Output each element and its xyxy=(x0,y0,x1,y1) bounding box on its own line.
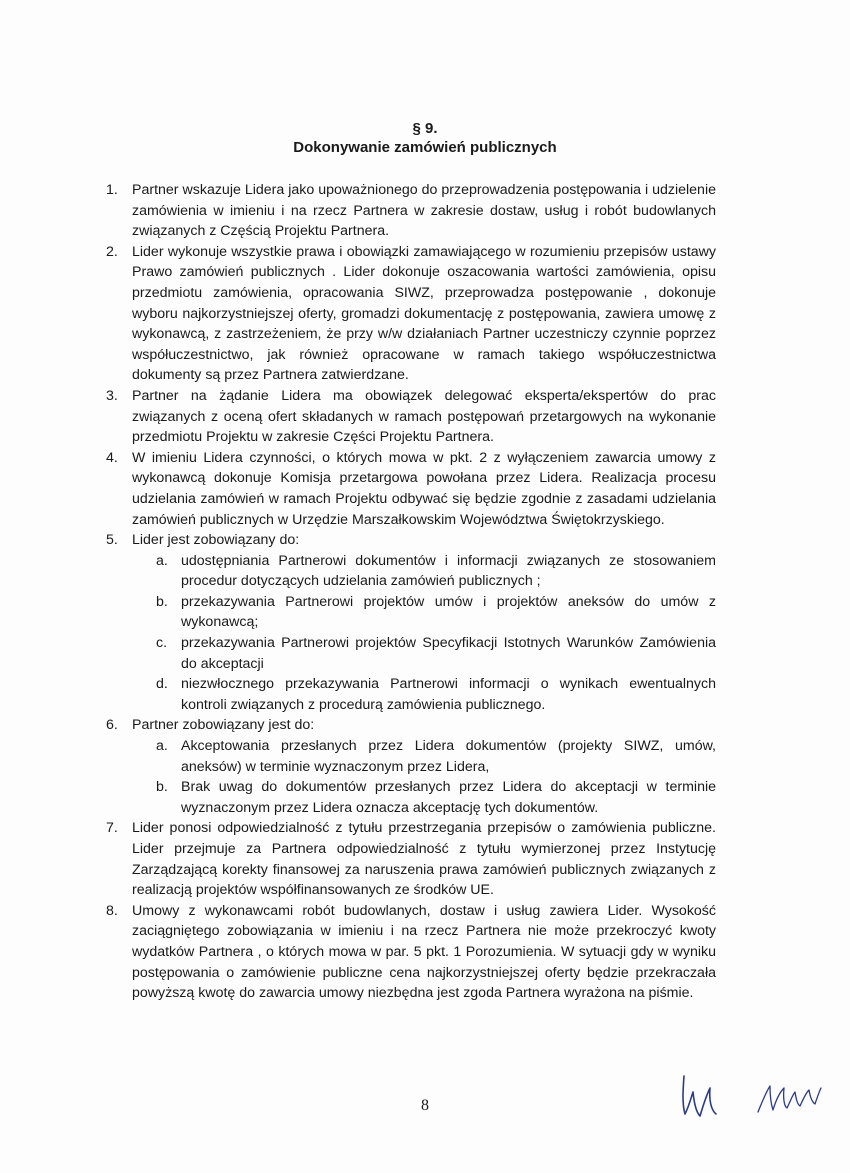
item-number: 1. xyxy=(106,182,118,198)
item-text: Lider ponosi odpowiedzialność z tytułu przestrzegania przepisów o zamówienia publiczne. Lider przejmuje za Partnera odpowiedzialność z tytułu wymierzonej przez Instytucję Zarządzającą korekty finansowej za naruszenia prawa zamówień publicznych związanych z realizacją projektów współfinansowanych ze środków UE. xyxy=(132,820,716,899)
item-text: W imieniu Lidera czynności, o których mowa w pkt. 2 z wyłączeniem zawarcia umowy z wykonawcą dokonuje Komisja przetargowa powołana przez Lidera. Realizacja procesu udzielania zamówień w ramach Projektu odbywać się będzie zgodnie z zasadami udzielania zamówień publicznych w Urzędzie Marszałkowskim Województwa Świętokrzyskiego. xyxy=(132,449,716,528)
sub-item-text: Brak uwag do dokumentów przesłanych przez Lidera do akceptacji w terminie wyznaczonym przez Lidera oznacza akceptację tych dokumentów. xyxy=(181,779,716,816)
list-item xyxy=(106,715,716,818)
section-title: Dokonywanie zamówień publicznych xyxy=(293,139,557,156)
sub-list xyxy=(132,551,716,716)
section-body xyxy=(106,180,716,1004)
sub-item-letter: a. xyxy=(156,552,168,569)
sub-list-item xyxy=(132,736,716,777)
item-number: 4. xyxy=(106,449,118,466)
item-text: Partner na żądanie Lidera ma obowiązek delegować eksperta/ekspertów do prac związanych z oceną ofert składanych w ramach postępowań przetargowych na wykonanie przedmiotu Projektu w zakresie Części Projektu Partnera. xyxy=(132,387,716,446)
sub-list-item xyxy=(132,551,716,592)
sub-item-letter: b. xyxy=(156,779,168,796)
sub-list-item xyxy=(132,633,716,674)
item-text: Partner wskazuje Lidera jako upoważnionego do przeprowadzenia postępowania i udzielenie zamówienia w imieniu i na rzecz Partnera w zakresie dostaw, usług i robót budowlanych związanych z Częścią Projektu Partnera. xyxy=(132,182,716,240)
sub-item-text: przekazywania Partnerowi projektów Specyfikacji Istotnych Warunków Zamówienia do akceptacji xyxy=(181,635,716,672)
item-text: Partner zobowiązany jest do: xyxy=(132,717,315,734)
sub-item-text: przekazywania Partnerowi projektów umów i projektów aneksów do umów z wykonawcą; xyxy=(181,593,716,631)
handwritten-signature-2 xyxy=(754,1078,824,1116)
list-item xyxy=(106,901,716,1004)
sub-list-item xyxy=(132,592,716,633)
numbered-list xyxy=(106,180,716,1004)
sub-item-text: Akceptowania przesłanych przez Lidera dokumentów (projekty SIWZ, umów, aneksów) w terminie wyznaczonym przez Lidera, xyxy=(181,738,716,775)
item-text: Lider wykonuje wszystkie prawa i obowiązki zamawiającego w rozumieniu przepisów ustawy Prawo zamówień publicznych . Lider dokonuje oszacowania wartości zamówienia, opisu przedmiotu zamówienia, opracowania SIWZ, przeprowadza postępowanie , dokonuje wyboru najkorzystniejszej oferty, gromadzi dokumentację z postępowania, zawiera umowę z wykonawcą, z zastrzeżeniem, że przy w/w działaniach Partner uczestniczy czynnie poprzez współuczestnictwo, jak również opracowane w ramach takiego współuczestnictwa dokumenty są przez Partnera zatwierdzane. xyxy=(132,243,716,384)
item-number: 3. xyxy=(106,387,118,404)
list-item xyxy=(106,448,716,530)
sub-item-letter: b. xyxy=(156,593,168,610)
sub-list-item xyxy=(132,674,716,715)
list-item xyxy=(106,530,716,715)
sub-list-item xyxy=(132,777,716,818)
item-number: 8. xyxy=(106,902,118,919)
sub-item-letter: a. xyxy=(156,738,168,755)
sub-list xyxy=(132,736,716,818)
list-item xyxy=(106,242,716,386)
item-number: 6. xyxy=(106,717,118,734)
item-number: 2. xyxy=(106,243,118,260)
item-text: Lider jest zobowiązany do: xyxy=(132,532,300,549)
section-number: § 9. xyxy=(412,120,438,137)
item-text: Umowy z wykonawcami robót budowlanych, dostaw i usług zawiera Lider. Wysokość zaciągniętego zobowiązania w imieniu i na rzecz Partnera nie może przekroczyć kwoty wydatków Partnera , o których mowa w par. 5 pkt. 1 Porozumienia. W sytuacji gdy w wyniku postępowania o zamówienie publiczne cena najkorzystniejszej oferty będzie przekraczała powyższą kwotę do zawarcia umowy niezbędna jest zgoda Partnera wyrażona na piśmie. xyxy=(132,902,716,1002)
page-number: 8 xyxy=(421,1097,429,1114)
sub-item-letter: c. xyxy=(156,635,168,652)
handwritten-signature-1 xyxy=(676,1070,722,1122)
sub-item-text: udostępniania Partnerowi dokumentów i informacji związanych ze stosowaniem procedur dotyczących udzielania zamówień publicznych ; xyxy=(181,552,716,590)
item-number: 5. xyxy=(106,532,118,549)
sub-item-letter: d. xyxy=(156,676,168,693)
list-item xyxy=(106,386,716,448)
list-item xyxy=(106,818,716,900)
list-item xyxy=(106,180,716,242)
item-number: 7. xyxy=(106,820,118,837)
sub-item-text: niezwłocznego przekazywania Partnerowi informacji o wynikach ewentualnych kontroli związanych z procedurą zamówienia publicznego. xyxy=(181,676,716,713)
